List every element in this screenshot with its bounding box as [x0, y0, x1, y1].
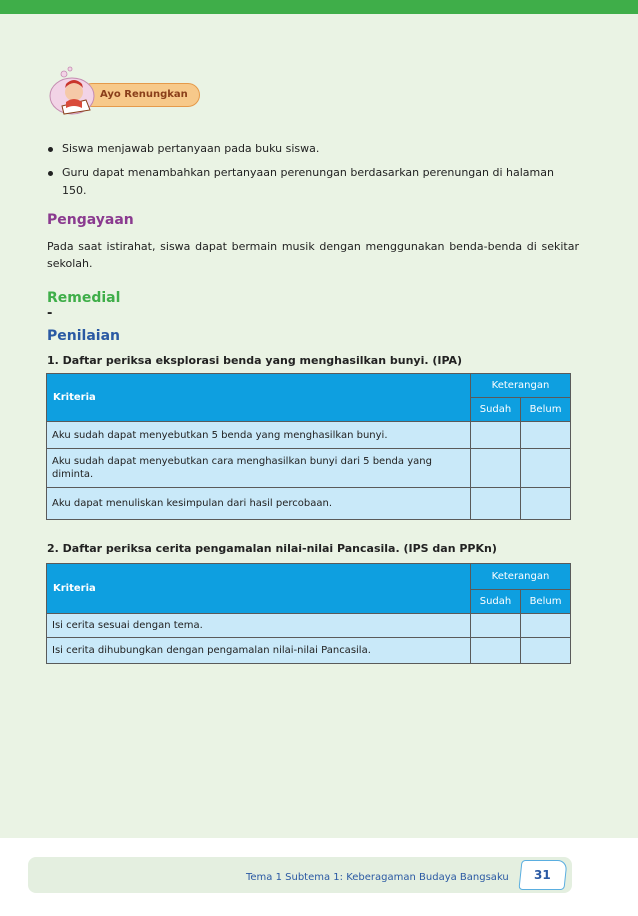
- criteria-cell: Aku sudah dapat menyebutkan cara menghasilkan bunyi dari 5 benda yang diminta.: [47, 449, 471, 488]
- list-item: Siswa menjawab pertanyaan pada buku siswa.: [48, 140, 580, 158]
- sudah-cell[interactable]: [471, 422, 521, 449]
- top-green-bar: [0, 0, 638, 14]
- table-row: [47, 449, 571, 488]
- page-number: 31: [534, 868, 551, 882]
- table2-title: 2. Daftar periksa cerita pengamalan nilai-nilai Pancasila. (IPS dan PPKn): [47, 542, 497, 555]
- bullet-list: [48, 140, 580, 206]
- checklist-table-1: [46, 373, 571, 520]
- table-row: [47, 638, 571, 664]
- penilaian-heading: Penilaian: [47, 328, 120, 344]
- sudah-header: Sudah: [471, 398, 521, 422]
- list-item: Guru dapat menambahkan pertanyaan perenungan berdasarkan perenungan di halaman 150.: [48, 164, 580, 200]
- badge-label: Ayo Renungkan: [100, 89, 188, 100]
- table-row: [47, 488, 571, 520]
- belum-cell[interactable]: [521, 488, 571, 520]
- criteria-cell: Isi cerita sesuai dengan tema.: [47, 614, 471, 638]
- checklist-table-2: [46, 563, 571, 664]
- pengayaan-heading: Pengayaan: [47, 212, 134, 228]
- sudah-header: Sudah: [471, 590, 521, 614]
- reflecting-child-icon: [46, 66, 104, 116]
- keterangan-header: Keterangan: [471, 374, 571, 398]
- sudah-cell[interactable]: [471, 449, 521, 488]
- keterangan-header: Keterangan: [471, 564, 571, 590]
- belum-cell[interactable]: [521, 614, 571, 638]
- belum-cell[interactable]: [521, 449, 571, 488]
- table1-title: 1. Daftar periksa eksplorasi benda yang menghasilkan bunyi. (IPA): [47, 354, 463, 367]
- sudah-cell[interactable]: [471, 488, 521, 520]
- kriteria-header: Kriteria: [47, 374, 471, 422]
- kriteria-header: Kriteria: [47, 564, 471, 614]
- remedial-heading: Remedial: [47, 290, 121, 306]
- criteria-cell: Aku sudah dapat menyebutkan 5 benda yang menghasilkan bunyi.: [47, 422, 471, 449]
- sudah-cell[interactable]: [471, 614, 521, 638]
- criteria-cell: Isi cerita dihubungkan dengan pengamalan nilai-nilai Pancasila.: [47, 638, 471, 664]
- belum-header: Belum: [521, 590, 571, 614]
- table-row: [47, 614, 571, 638]
- pengayaan-text: Pada saat istirahat, siswa dapat bermain musik dengan menggunakan benda-benda di sekitar sekolah.: [47, 240, 579, 270]
- footer-theme-text: Tema 1 Subtema 1: Keberagaman Budaya Bangsaku: [246, 872, 509, 883]
- belum-header: Belum: [521, 398, 571, 422]
- belum-cell[interactable]: [521, 422, 571, 449]
- remedial-text: -: [47, 306, 53, 321]
- criteria-cell: Aku dapat menuliskan kesimpulan dari hasil percobaan.: [47, 488, 471, 520]
- belum-cell[interactable]: [521, 638, 571, 664]
- table-row: [47, 422, 571, 449]
- sudah-cell[interactable]: [471, 638, 521, 664]
